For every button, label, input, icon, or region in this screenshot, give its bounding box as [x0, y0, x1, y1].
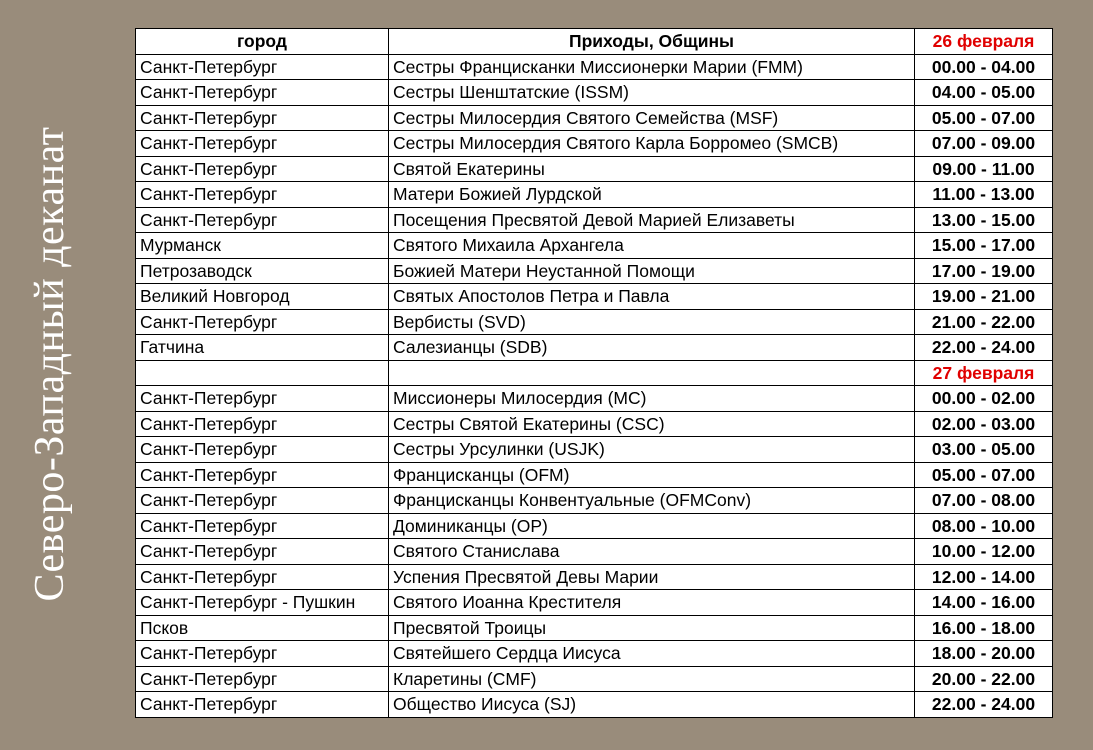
parish-cell: Сестры Милосердия Святого Карла Борромео (SMCB) [389, 131, 915, 157]
city-cell: Санкт-Петербург [136, 182, 389, 208]
city-cell: Санкт-Петербург - Пушкин [136, 590, 389, 616]
time-cell: 22.00 - 24.00 [915, 335, 1053, 361]
empty-cell [389, 360, 915, 386]
parish-cell: Святого Станислава [389, 539, 915, 565]
table-row [136, 182, 1053, 208]
table-row [136, 233, 1053, 259]
table-row [136, 513, 1053, 539]
time-cell: 21.00 - 22.00 [915, 309, 1053, 335]
table-row [136, 590, 1053, 616]
table-row [136, 284, 1053, 310]
time-cell: 14.00 - 16.00 [915, 590, 1053, 616]
parish-cell: Францисканцы Конвентуальные (OFMConv) [389, 488, 915, 514]
table-row [136, 386, 1053, 412]
time-cell: 19.00 - 21.00 [915, 284, 1053, 310]
city-cell: Санкт-Петербург [136, 513, 389, 539]
adoration-schedule-table [135, 28, 1053, 718]
parish-cell: Доминиканцы (OP) [389, 513, 915, 539]
table-row [136, 692, 1053, 718]
city-cell: Санкт-Петербург [136, 641, 389, 667]
time-cell: 17.00 - 19.00 [915, 258, 1053, 284]
city-cell: Санкт-Петербург [136, 105, 389, 131]
parish-cell: Святого Михаила Архангела [389, 233, 915, 259]
table-row [136, 80, 1053, 106]
parish-cell: Сестры Францисканки Миссионерки Марии (FMM) [389, 54, 915, 80]
time-cell: 08.00 - 10.00 [915, 513, 1053, 539]
city-cell: Санкт-Петербург [136, 488, 389, 514]
time-cell: 13.00 - 15.00 [915, 207, 1053, 233]
time-cell: 15.00 - 17.00 [915, 233, 1053, 259]
table-row [136, 156, 1053, 182]
table-row [136, 641, 1053, 667]
parish-cell: Успения Пресвятой Девы Марии [389, 564, 915, 590]
parish-column-header: Приходы, Общины [389, 29, 915, 55]
city-cell: Санкт-Петербург [136, 692, 389, 718]
time-cell: 07.00 - 08.00 [915, 488, 1053, 514]
parish-cell: Сестры Шенштатские (ISSM) [389, 80, 915, 106]
deanery-title: Северо-Западный деканат [27, 126, 73, 602]
parish-cell: Миссионеры Милосердия (MC) [389, 386, 915, 412]
city-cell: Санкт-Петербург [136, 156, 389, 182]
time-cell: 10.00 - 12.00 [915, 539, 1053, 565]
city-cell: Санкт-Петербург [136, 411, 389, 437]
time-cell: 04.00 - 05.00 [915, 80, 1053, 106]
time-cell: 16.00 - 18.00 [915, 615, 1053, 641]
time-cell: 00.00 - 02.00 [915, 386, 1053, 412]
parish-cell: Святой Екатерины [389, 156, 915, 182]
parish-cell: Святого Иоанна Крестителя [389, 590, 915, 616]
city-cell: Санкт-Петербург [136, 386, 389, 412]
time-cell: 22.00 - 24.00 [915, 692, 1053, 718]
date-header: 26 февраля [915, 29, 1053, 55]
city-column-header: город [136, 29, 389, 55]
header-row [136, 29, 1053, 55]
table-row [136, 207, 1053, 233]
date-separator-row [136, 360, 1053, 386]
parish-cell: Сестры Милосердия Святого Семейства (MSF) [389, 105, 915, 131]
city-cell: Санкт-Петербург [136, 564, 389, 590]
table-row [136, 105, 1053, 131]
parish-cell: Сестры Урсулинки (USJK) [389, 437, 915, 463]
table-row [136, 564, 1053, 590]
city-cell: Санкт-Петербург [136, 207, 389, 233]
table-row [136, 258, 1053, 284]
time-cell: 12.00 - 14.00 [915, 564, 1053, 590]
parish-cell: Салезианцы (SDB) [389, 335, 915, 361]
table-row [136, 539, 1053, 565]
time-cell: 20.00 - 22.00 [915, 666, 1053, 692]
parish-cell: Посещения Пресвятой Девой Марией Елизаветы [389, 207, 915, 233]
time-cell: 07.00 - 09.00 [915, 131, 1053, 157]
time-cell: 05.00 - 07.00 [915, 462, 1053, 488]
time-cell: 02.00 - 03.00 [915, 411, 1053, 437]
parish-cell: Францисканцы (OFM) [389, 462, 915, 488]
parish-cell: Божией Матери Неустанной Помощи [389, 258, 915, 284]
table-row [136, 666, 1053, 692]
time-cell: 00.00 - 04.00 [915, 54, 1053, 80]
table-row [136, 437, 1053, 463]
city-cell: Санкт-Петербург [136, 437, 389, 463]
table-row [136, 54, 1053, 80]
city-cell: Гатчина [136, 335, 389, 361]
city-cell: Санкт-Петербург [136, 309, 389, 335]
city-cell: Псков [136, 615, 389, 641]
parish-cell: Кларетины (CMF) [389, 666, 915, 692]
empty-cell [136, 360, 389, 386]
city-cell: Санкт-Петербург [136, 80, 389, 106]
table-row [136, 309, 1053, 335]
parish-cell: Вербисты (SVD) [389, 309, 915, 335]
city-cell: Петрозаводск [136, 258, 389, 284]
table-row [136, 488, 1053, 514]
parish-cell: Святейшего Сердца Иисуса [389, 641, 915, 667]
time-cell: 11.00 - 13.00 [915, 182, 1053, 208]
city-cell: Санкт-Петербург [136, 462, 389, 488]
parish-cell: Матери Божией Лурдской [389, 182, 915, 208]
time-cell: 05.00 - 07.00 [915, 105, 1053, 131]
city-cell: Санкт-Петербург [136, 539, 389, 565]
city-cell: Санкт-Петербург [136, 54, 389, 80]
city-cell: Санкт-Петербург [136, 131, 389, 157]
parish-cell: Пресвятой Троицы [389, 615, 915, 641]
parish-cell: Общество Иисуса (SJ) [389, 692, 915, 718]
parish-cell: Святых Апостолов Петра и Павла [389, 284, 915, 310]
city-cell: Мурманск [136, 233, 389, 259]
time-cell: 03.00 - 05.00 [915, 437, 1053, 463]
table-row [136, 131, 1053, 157]
time-cell: 18.00 - 20.00 [915, 641, 1053, 667]
table-row [136, 411, 1053, 437]
parish-cell: Сестры Святой Екатерины (CSC) [389, 411, 915, 437]
table-row [136, 615, 1053, 641]
date-label: 27 февраля [915, 360, 1053, 386]
time-cell: 09.00 - 11.00 [915, 156, 1053, 182]
table-row [136, 335, 1053, 361]
city-cell: Санкт-Петербург [136, 666, 389, 692]
city-cell: Великий Новгород [136, 284, 389, 310]
table-row [136, 462, 1053, 488]
